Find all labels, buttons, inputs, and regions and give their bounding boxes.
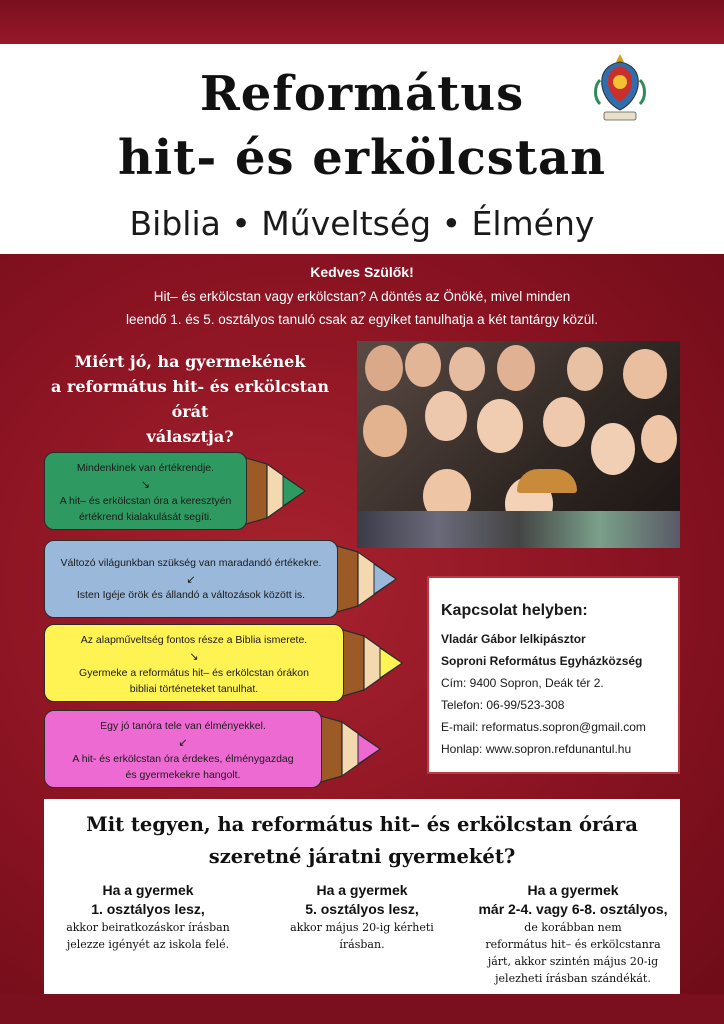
column-subheading: 1. osztályos lesz,: [91, 901, 205, 917]
pencil-tip-icon: [330, 544, 398, 614]
column-subheading: már 2-4. vagy 6-8. osztályos,: [478, 901, 668, 917]
pencil-line-1: Változó világunkban szükség van maradandó értékekre.: [60, 557, 322, 569]
column-text: akkor beiratkozáskor írásban: [66, 921, 230, 934]
column-heading: Ha a gyermek: [316, 882, 408, 898]
column-text: jelezze igényét az iskola felé.: [66, 938, 230, 951]
column-text: jelezheti írásban szándékát.: [495, 972, 651, 985]
header: [0, 44, 724, 254]
greeting: Kedves Szülők!: [310, 264, 414, 280]
bottom-band: [0, 994, 724, 1024]
column-other-grades: [468, 881, 678, 987]
intro-line-1: Hit– és erkölcstan vagy erkölcstan? A döntés az Önöké, mivel minden: [153, 289, 571, 304]
title-line-1: Református: [199, 66, 525, 122]
column-heading: Ha a gyermek: [527, 882, 619, 898]
church-crest-icon: [590, 52, 650, 132]
pencil-line-1: Egy jó tanóra tele van élményekkel.: [100, 720, 266, 732]
question-line-2: szeretné járatni gyermekét?: [208, 845, 516, 868]
title-line-2: hit- és erkölcstan: [118, 130, 606, 186]
pencil-tip-icon: [314, 714, 382, 784]
pencil-card-4: [44, 710, 380, 788]
top-band: [0, 0, 724, 44]
column-text: református hit– és erkölcstanra: [485, 938, 661, 951]
arrow-icon: ↙: [178, 737, 188, 749]
intro-line-2: leendő 1. és 5. osztályos tanuló csak az egyiket tanulhatja a két tantárgy közül.: [125, 312, 599, 327]
pencil-tip-icon: [239, 456, 307, 526]
column-text: de korábban nem: [524, 921, 622, 934]
contact-phone: Telefon: 06-99/523-308: [441, 698, 565, 712]
why-line-2: a református hit- és erkölcstan órát: [50, 377, 330, 421]
contact-org: Soproni Református Egyházközség: [441, 654, 643, 668]
pencil-line-2: A hit- és erkölcstan óra érdekes, élménygazdag: [72, 753, 294, 765]
pencil-card-2: [44, 540, 396, 618]
pencil-body: [44, 540, 338, 618]
children-photo: [357, 341, 680, 548]
pencil-body: [44, 710, 322, 788]
pencil-body: [44, 452, 247, 530]
pencil-card-1: [44, 452, 306, 530]
arrow-icon: ↙: [186, 574, 196, 586]
question-line-1: Mit tegyen, ha református hit– és erkölcstan órára: [86, 813, 638, 836]
why-heading: [40, 349, 340, 449]
why-line-1: Miért jó, ha gyermekének: [74, 352, 306, 371]
pencil-body: [44, 624, 344, 702]
column-text: járt, akkor szintén május 20-ig: [487, 955, 659, 968]
arrow-icon: ↘: [189, 651, 199, 663]
contact-title: Kapcsolat helyben:: [441, 602, 588, 619]
pencil-card-3: [44, 624, 402, 702]
pencil-line-2: Isten Igéje örök és állandó a változások között is.: [76, 589, 306, 601]
column-text: írásban.: [339, 938, 385, 951]
pencil-line-1: Mindenkinek van értékrendje.: [76, 462, 215, 474]
subtitle: Biblia • Műveltség • Élmény: [129, 204, 595, 243]
column-heading: Ha a gyermek: [102, 882, 194, 898]
pencil-line-3: értékrend kialakulását segíti.: [78, 511, 213, 523]
contact-name: Vladár Gábor lelkipásztor: [441, 632, 586, 646]
enrollment-section: [44, 799, 680, 995]
contact-address: Cím: 9400 Sopron, Deák tér 2.: [441, 676, 604, 690]
pencil-line-3: bibliai történeteket tanulhat.: [129, 683, 259, 695]
pencil-line-3: és gyermekekre hangolt.: [125, 769, 241, 781]
arrow-icon: ↘: [140, 479, 151, 491]
pencil-tip-icon: [336, 628, 404, 698]
contact-box: [427, 576, 680, 774]
column-grade-1: [48, 881, 248, 953]
pencil-line-1: Az alapműveltség fontos része a Biblia ismerete.: [80, 634, 308, 646]
pencil-line-2: A hit– és erkölcstan óra a keresztyén: [59, 495, 232, 507]
column-text: akkor május 20-ig kérheti: [290, 921, 434, 934]
why-line-3: választja?: [146, 427, 234, 446]
contact-website: Honlap: www.sopron.refdunantul.hu: [441, 742, 632, 756]
contact-email: E-mail: reformatus.sopron@gmail.com: [441, 720, 646, 734]
column-subheading: 5. osztályos lesz,: [305, 901, 419, 917]
pencil-line-2: Gyermeke a református hit– és erkölcstan órákon: [79, 667, 309, 679]
column-grade-5: [262, 881, 462, 953]
